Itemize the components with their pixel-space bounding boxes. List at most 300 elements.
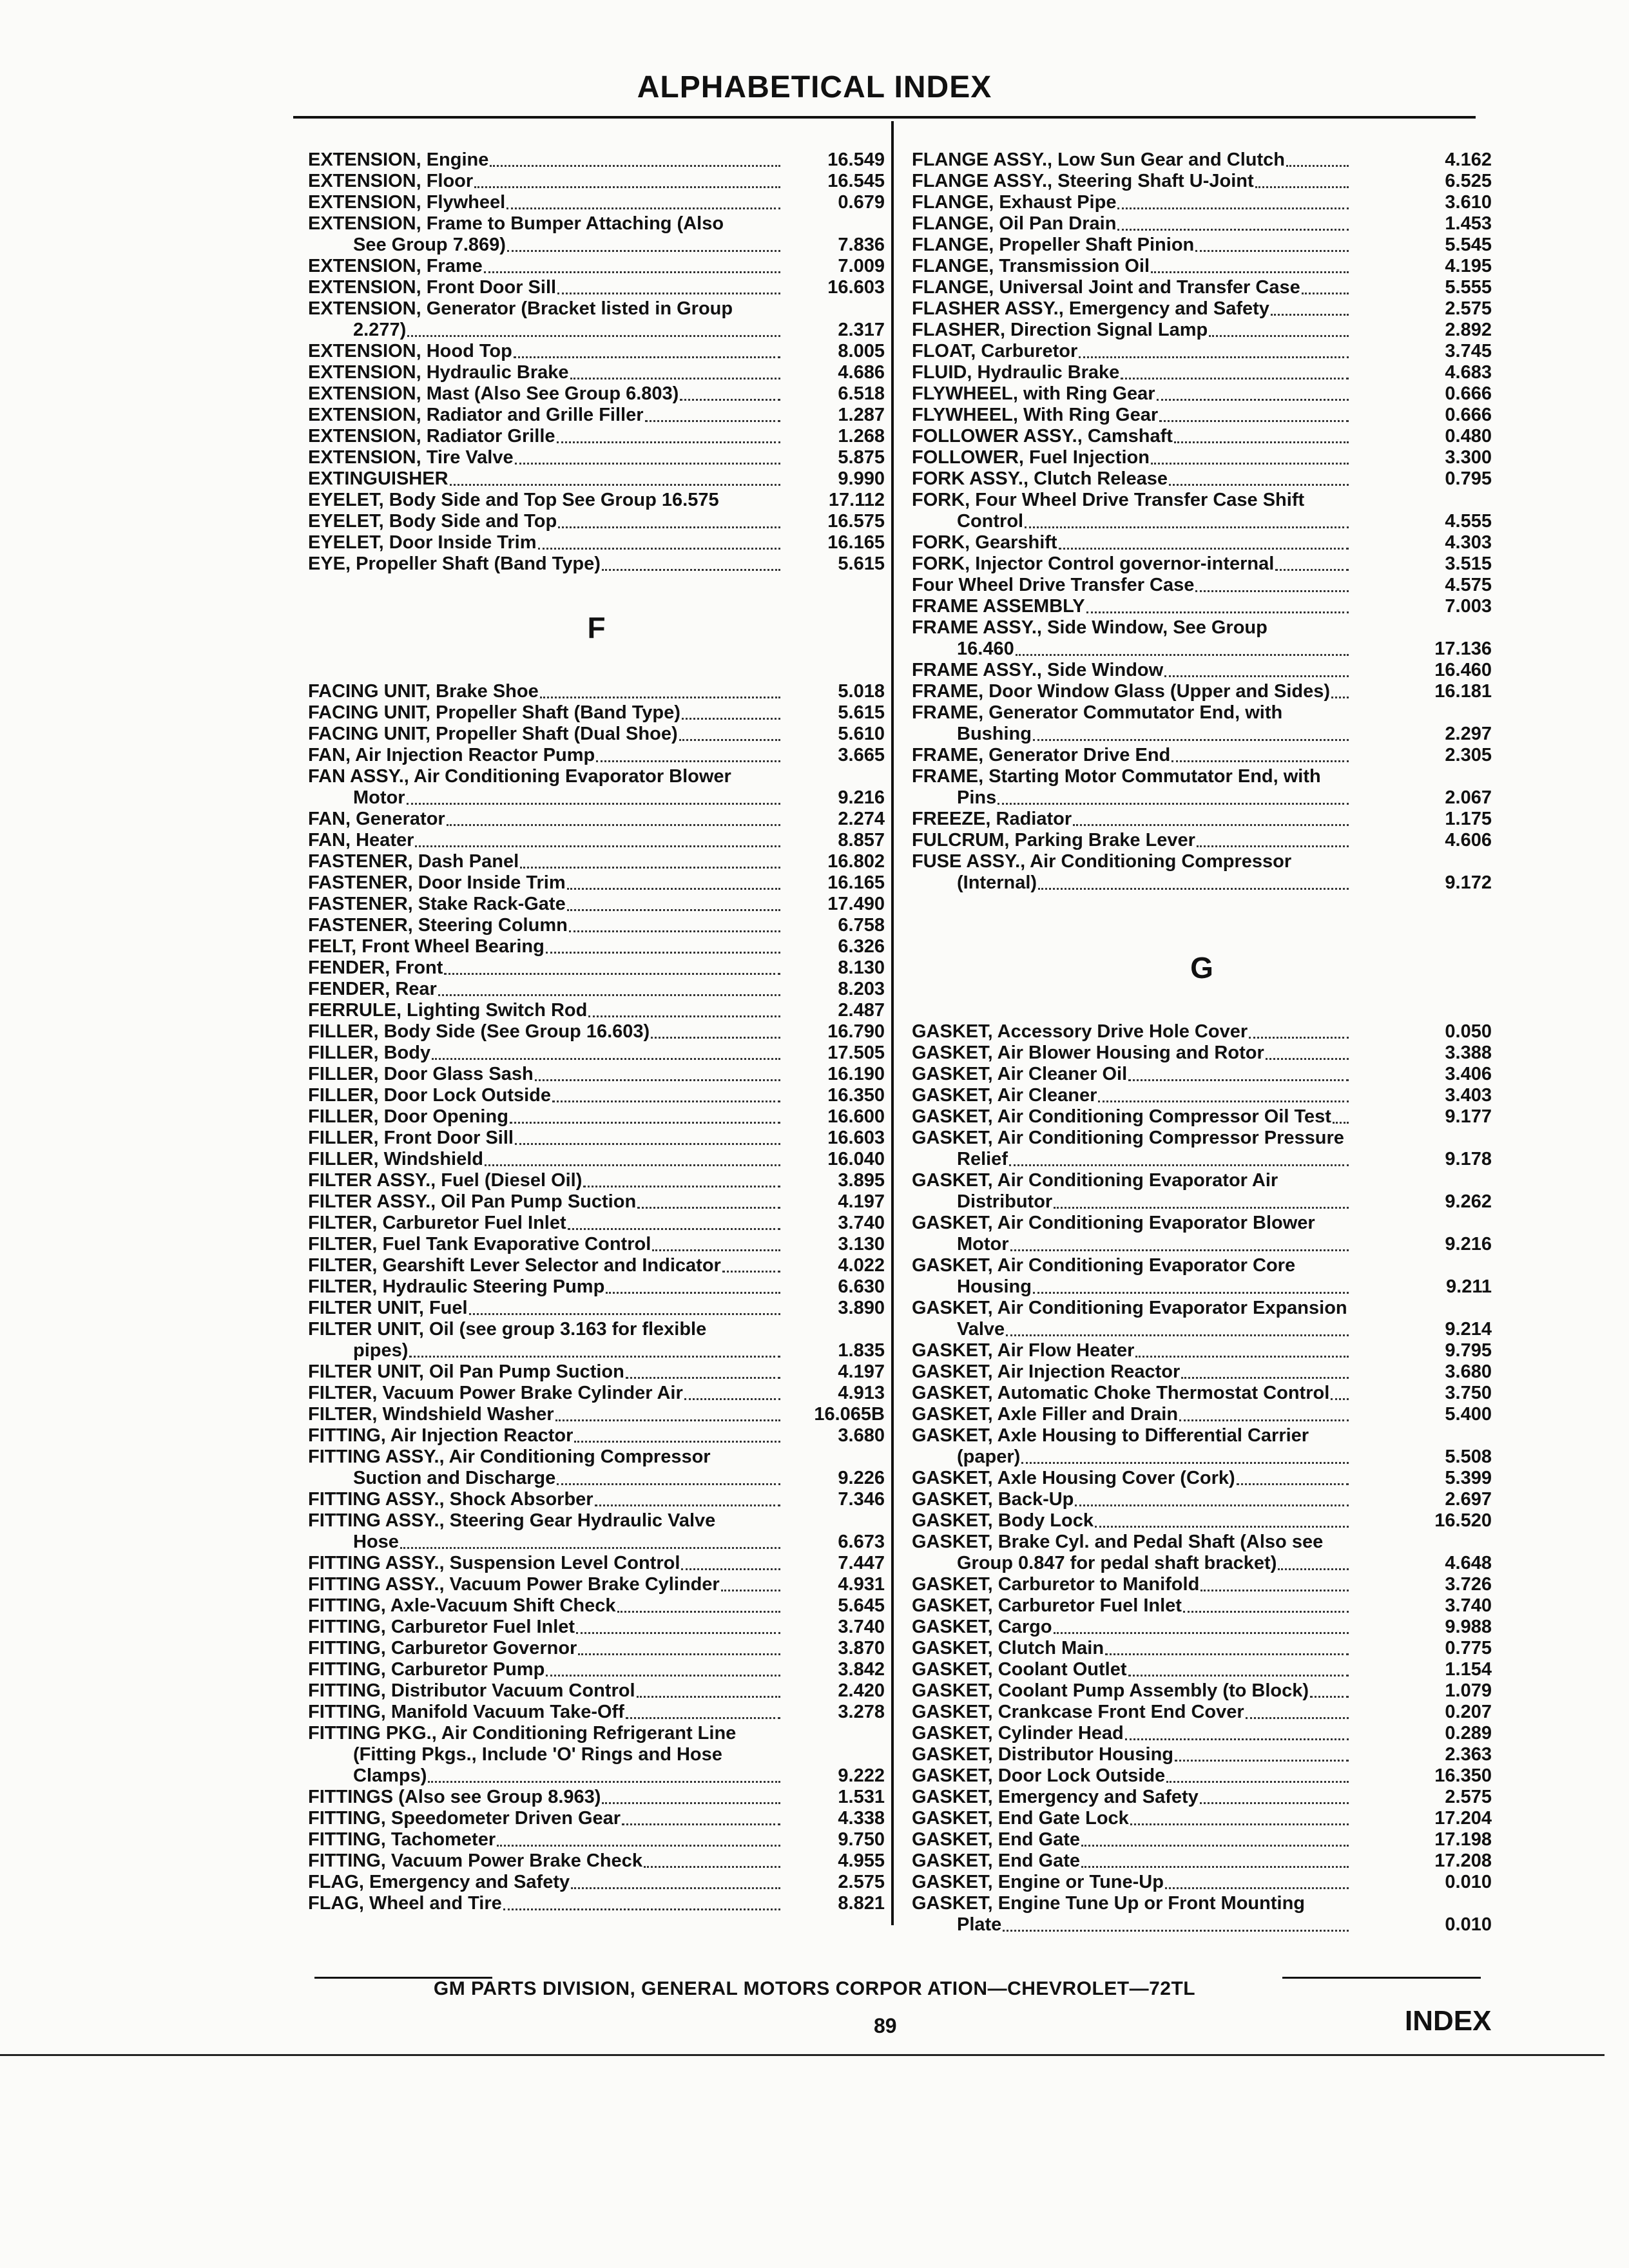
group-number: 8.821 — [838, 1893, 885, 1914]
dot-leader — [1183, 1595, 1349, 1613]
entry-name: FLASHER ASSY., Emergency and Safety — [912, 298, 1269, 319]
dot-leader — [715, 1510, 784, 1532]
index-entry — [912, 1680, 1492, 1702]
group-number: 16.802 — [827, 851, 885, 872]
index-entry — [912, 809, 1492, 830]
group-number: 8.130 — [838, 957, 885, 978]
entry-name: Motor — [957, 1234, 1009, 1254]
group-number — [784, 766, 885, 787]
index-entry — [912, 1489, 1492, 1510]
group-number: 0.679 — [838, 192, 885, 213]
dot-leader — [520, 851, 780, 869]
group-number: 3.403 — [1445, 1085, 1492, 1106]
dot-leader — [557, 277, 780, 294]
group-number: 16.165 — [827, 872, 885, 893]
dot-leader — [1315, 1213, 1353, 1234]
entry-name: FASTENER, Stake Rack-Gate — [308, 894, 566, 914]
dot-leader — [1249, 1021, 1349, 1039]
index-entry — [912, 575, 1492, 596]
index-entry — [308, 1532, 885, 1553]
group-number: 3.130 — [838, 1234, 885, 1254]
dot-leader — [485, 1149, 780, 1166]
dot-leader — [407, 787, 780, 805]
entry-name: GASKET, Air Cleaner Oil — [912, 1064, 1128, 1084]
entry-name: FRAME ASSY., Side Window — [912, 660, 1164, 680]
dot-leader — [578, 1638, 780, 1655]
group-number: 7.009 — [838, 256, 885, 276]
entry-name: FILLER, Windshield — [308, 1149, 484, 1169]
dot-leader — [645, 405, 781, 422]
dot-leader — [644, 1850, 780, 1868]
dot-leader — [1181, 1361, 1349, 1379]
index-entry — [912, 1128, 1492, 1149]
dot-leader — [567, 894, 780, 911]
group-number: 0.666 — [1445, 405, 1492, 425]
column-divider — [891, 121, 894, 1925]
dot-leader — [1171, 745, 1349, 762]
dot-leader — [576, 1617, 780, 1634]
dot-leader — [1200, 1787, 1349, 1804]
dot-leader — [1128, 1064, 1349, 1081]
group-number: 0.050 — [1445, 1021, 1492, 1042]
entry-name: GASKET, Air Conditioning Evaporator Blower — [912, 1213, 1315, 1233]
index-entry — [912, 468, 1492, 490]
index-entry — [308, 490, 885, 511]
entry-name: FILTER UNIT, Oil Pan Pump Suction — [308, 1361, 624, 1382]
group-number — [784, 1723, 885, 1744]
dot-leader — [1309, 1425, 1353, 1446]
entry-name: FILTER UNIT, Fuel — [308, 1298, 468, 1318]
dot-leader — [1033, 724, 1349, 741]
index-entry — [912, 553, 1492, 575]
index-entry — [308, 872, 885, 894]
index-entry — [308, 1553, 885, 1574]
index-entry — [308, 1361, 885, 1383]
index-entry — [912, 341, 1492, 362]
dot-leader — [1075, 1489, 1349, 1506]
index-entry — [308, 1617, 885, 1638]
dot-leader — [1166, 1765, 1349, 1783]
dot-leader — [1302, 277, 1349, 294]
dot-leader — [1009, 1149, 1349, 1166]
entry-name: FRAME, Generator Commutator End, with — [912, 702, 1283, 723]
entry-name: FLAG, Emergency and Safety — [308, 1872, 570, 1892]
dot-leader — [596, 745, 780, 762]
dot-leader — [484, 256, 780, 273]
entry-name: Housing — [957, 1276, 1032, 1297]
group-number: 5.545 — [1445, 235, 1492, 255]
section-letter: G — [1190, 951, 1213, 985]
entry-name: EXTENSION, Front Door Sill — [308, 277, 557, 298]
index-entry — [912, 766, 1492, 787]
entry-name: GASKET, Cylinder Head — [912, 1723, 1124, 1744]
index-entry — [308, 1000, 885, 1021]
group-number: 4.686 — [838, 362, 885, 383]
entry-name: FORK, Gearshift — [912, 532, 1057, 553]
entry-name: FITTING ASSY., Suspension Level Control — [308, 1553, 680, 1573]
index-entry — [912, 830, 1492, 851]
index-entry — [912, 1021, 1492, 1043]
entry-name: FUSE ASSY., Air Conditioning Compressor — [912, 851, 1292, 872]
group-number: 3.745 — [1445, 341, 1492, 361]
dot-leader — [503, 1893, 780, 1910]
dot-leader — [595, 1489, 780, 1506]
entry-name: FILLER, Body Side (See Group 16.603) — [308, 1021, 650, 1042]
group-number: 3.750 — [1445, 1383, 1492, 1403]
dot-leader — [1291, 851, 1353, 872]
entry-name: FILTER, Vacuum Power Brake Cylinder Air — [308, 1383, 683, 1403]
index-entry — [308, 192, 885, 213]
section-label: INDEX — [1405, 2005, 1492, 2037]
entry-name: FASTENER, Dash Panel — [308, 851, 519, 872]
index-entry — [308, 1064, 885, 1085]
dot-leader — [706, 1319, 784, 1340]
dot-leader — [555, 1404, 780, 1421]
group-number — [1353, 1425, 1492, 1446]
group-number: 2.363 — [1445, 1744, 1492, 1765]
group-number: 9.795 — [1445, 1340, 1492, 1361]
dot-leader — [1197, 830, 1349, 847]
index-entry — [308, 1404, 885, 1425]
group-number — [1353, 1532, 1492, 1553]
dot-leader — [719, 490, 784, 511]
group-number: 16.603 — [827, 1128, 885, 1148]
entry-name: FILTER, Windshield Washer — [308, 1404, 554, 1425]
entry-name: pipes) — [353, 1340, 409, 1361]
entry-name: GASKET, Emergency and Safety — [912, 1787, 1199, 1807]
index-entry — [308, 1893, 885, 1914]
group-number: 9.990 — [838, 468, 885, 489]
entry-name: FLYWHEEL, With Ring Gear — [912, 405, 1159, 425]
dot-leader — [1331, 1383, 1349, 1400]
entry-name: Plate — [957, 1914, 1002, 1935]
entry-name: EXTENSION, Tire Valve — [308, 447, 514, 468]
index-entry — [308, 1765, 885, 1787]
group-number: 1.175 — [1445, 809, 1492, 829]
dot-leader — [1321, 766, 1353, 787]
index-entry — [912, 1787, 1492, 1808]
dot-leader — [652, 1234, 780, 1251]
index-entry — [308, 1170, 885, 1191]
group-number: 0.480 — [1445, 426, 1492, 447]
index-entry — [912, 1255, 1492, 1276]
group-number — [1353, 1170, 1492, 1191]
group-number: 9.222 — [838, 1765, 885, 1786]
entry-name: FILTER, Fuel Tank Evaporative Control — [308, 1234, 651, 1254]
entry-name: EXTINGUISHER — [308, 468, 448, 489]
entry-name: Control — [957, 511, 1024, 532]
index-entry — [308, 1702, 885, 1723]
dot-leader — [1135, 1340, 1349, 1358]
dot-leader — [1295, 1255, 1353, 1276]
index-entry — [912, 235, 1492, 256]
dot-leader — [546, 1659, 780, 1677]
entry-name: GASKET, Carburetor to Manifold — [912, 1574, 1200, 1595]
index-entry — [912, 1319, 1492, 1340]
index-entry — [912, 362, 1492, 383]
spacer — [912, 915, 1492, 936]
entry-name: FLANGE, Exhaust Pipe — [912, 192, 1117, 213]
entry-name: GASKET, Air Cleaner — [912, 1085, 1097, 1106]
entry-name: FRAME, Starting Motor Commutator End, with — [912, 766, 1321, 787]
entry-name: GASKET, Coolant Pump Assembly (to Block) — [912, 1680, 1309, 1701]
dot-leader — [444, 957, 780, 975]
group-number: 3.726 — [1445, 1574, 1492, 1595]
entry-name: EXTENSION, Mast (Also See Group 6.803) — [308, 383, 679, 404]
dot-leader — [407, 320, 780, 337]
entry-name: GASKET, Crankcase Front End Cover — [912, 1702, 1244, 1722]
index-entry — [308, 1723, 885, 1744]
dot-leader — [651, 1021, 780, 1039]
index-entry — [308, 1234, 885, 1255]
entry-name: (paper) — [957, 1446, 1021, 1467]
index-entry — [308, 1744, 885, 1765]
index-entry — [912, 1446, 1492, 1468]
dot-leader — [588, 1000, 780, 1017]
group-number: 9.262 — [1445, 1191, 1492, 1212]
entry-name: FITTING ASSY., Vacuum Power Brake Cylinder — [308, 1574, 720, 1595]
index-entry — [308, 1872, 885, 1893]
entry-name: EXTENSION, Radiator and Grille Filler — [308, 405, 644, 425]
spacer — [308, 660, 885, 681]
entry-name: GASKET, Air Conditioning Evaporator Expansion — [912, 1298, 1347, 1318]
group-number: 16.549 — [827, 149, 885, 170]
index-entry — [912, 660, 1492, 681]
entry-name: GASKET, End Gate Lock — [912, 1808, 1129, 1829]
entry-name: GASKET, Engine Tune Up or Front Mounting — [912, 1893, 1306, 1914]
dot-leader — [1246, 1702, 1349, 1719]
index-entry — [912, 171, 1492, 192]
dot-leader — [1054, 1617, 1349, 1634]
entry-name: FILTER ASSY., Oil Pan Pump Suction — [308, 1191, 637, 1212]
group-number: 0.666 — [1445, 383, 1492, 404]
index-entry — [308, 1850, 885, 1872]
group-number: 9.177 — [1445, 1106, 1492, 1127]
group-number: 3.680 — [838, 1425, 885, 1446]
entry-name: Relief — [957, 1149, 1008, 1169]
index-entry — [308, 511, 885, 532]
group-number: 4.303 — [1445, 532, 1492, 553]
group-number: 3.842 — [838, 1659, 885, 1680]
index-entry — [912, 702, 1492, 724]
dot-leader — [400, 1532, 780, 1549]
entry-name: GASKET, Air Blower Housing and Rotor — [912, 1043, 1264, 1063]
group-number: 2.487 — [838, 1000, 885, 1021]
index-entry — [912, 490, 1492, 511]
index-entry — [912, 1170, 1492, 1191]
entry-name: FRAME ASSY., Side Window, See Group — [912, 617, 1268, 638]
entry-name: FILLER, Body — [308, 1043, 431, 1063]
group-number: 6.326 — [838, 936, 885, 957]
entry-name: EXTENSION, Hydraulic Brake — [308, 362, 569, 383]
dot-leader — [1081, 1829, 1349, 1847]
group-number: 1.453 — [1445, 213, 1492, 234]
entry-name: FAN, Generator — [308, 809, 445, 829]
group-number — [784, 1446, 885, 1468]
entry-name: FASTENER, Steering Column — [308, 915, 568, 936]
dot-leader — [1086, 596, 1349, 613]
group-number: 8.203 — [838, 979, 885, 999]
entry-name: GASKET, Engine or Tune-Up — [912, 1872, 1164, 1892]
group-number: 17.198 — [1434, 1829, 1492, 1850]
group-number — [784, 1510, 885, 1532]
dot-leader — [684, 1383, 780, 1400]
dot-leader — [450, 468, 780, 486]
group-number: 9.216 — [838, 787, 885, 808]
entry-name: Suction and Discharge — [353, 1468, 556, 1488]
entry-name: FLUID, Hydraulic Brake — [912, 362, 1120, 383]
group-number: 17.505 — [827, 1043, 885, 1063]
dot-leader — [1121, 362, 1349, 380]
group-number: 9.216 — [1445, 1234, 1492, 1254]
group-number: 9.211 — [1446, 1276, 1492, 1297]
group-number: 1.079 — [1445, 1680, 1492, 1701]
index-entry — [308, 532, 885, 553]
index-entry — [308, 1085, 885, 1106]
group-number: 1.268 — [838, 426, 885, 447]
entry-name: EYELET, Body Side and Top — [308, 511, 557, 532]
entry-name: EXTENSION, Floor — [308, 171, 474, 191]
index-entry — [912, 872, 1492, 894]
spacer — [308, 575, 885, 596]
entry-name: FAN, Heater — [308, 830, 414, 850]
entry-name: GASKET, Air Conditioning Compressor Pressure — [912, 1128, 1344, 1148]
spacer — [912, 894, 1492, 915]
spacer — [912, 1000, 1492, 1021]
group-number: 9.172 — [1445, 872, 1492, 893]
group-number: 3.665 — [838, 745, 885, 765]
dot-leader — [432, 1043, 780, 1060]
entry-name: GASKET, Body Lock — [912, 1510, 1094, 1531]
group-number: 2.297 — [1445, 724, 1492, 744]
dot-leader — [998, 787, 1349, 805]
index-entry — [308, 341, 885, 362]
index-entry — [912, 1213, 1492, 1234]
dot-leader — [1255, 171, 1349, 188]
entry-name: FACING UNIT, Brake Shoe — [308, 681, 539, 702]
dot-leader — [1117, 213, 1349, 231]
dot-leader — [1200, 1574, 1349, 1591]
dot-leader — [1175, 1744, 1349, 1762]
left-index-column — [308, 149, 885, 1914]
index-entry — [912, 851, 1492, 872]
dot-leader — [415, 830, 780, 847]
group-number: 3.300 — [1445, 447, 1492, 468]
entry-name: Group 0.847 for pedal shaft bracket) — [957, 1553, 1277, 1573]
index-entry — [912, 787, 1492, 809]
entry-name: FITTING, Air Injection Reactor — [308, 1425, 574, 1446]
footer-publisher: GM PARTS DIVISION, GENERAL MOTORS CORPOR ATION—CHEVROLET—72TL — [433, 1978, 1196, 1999]
entry-name: FAN, Air Injection Reactor Pump — [308, 745, 595, 765]
entry-name: GASKET, Axle Housing Cover (Cork) — [912, 1468, 1235, 1488]
entry-name: FILLER, Front Door Sill — [308, 1128, 514, 1148]
index-entry — [308, 787, 885, 809]
entry-name: GASKET, Door Lock Outside — [912, 1765, 1166, 1786]
index-entry — [308, 1191, 885, 1213]
group-number: 4.197 — [838, 1361, 885, 1382]
index-entry — [308, 362, 885, 383]
group-number: 16.520 — [1434, 1510, 1492, 1531]
index-entry — [308, 745, 885, 766]
index-entry — [912, 511, 1492, 532]
dot-leader — [1169, 468, 1349, 486]
group-number: 2.892 — [1445, 320, 1492, 340]
entry-name: EXTENSION, Radiator Grille — [308, 426, 555, 447]
entry-name: FILTER, Carburetor Fuel Inlet — [308, 1213, 566, 1233]
index-entry — [308, 149, 885, 171]
group-number: 3.406 — [1445, 1064, 1492, 1084]
entry-name: FELT, Front Wheel Bearing — [308, 936, 545, 957]
page-number: 89 — [874, 2014, 897, 2037]
entry-name: FITTING, Vacuum Power Brake Check — [308, 1850, 642, 1871]
group-number: 2.274 — [838, 809, 885, 829]
group-number: 17.208 — [1434, 1850, 1492, 1871]
dot-leader — [515, 1128, 780, 1145]
dot-leader — [474, 171, 780, 188]
entry-name: FLANGE, Transmission Oil — [912, 256, 1150, 276]
dot-leader — [515, 447, 780, 465]
entry-name: GASKET, Axle Filler and Drain — [912, 1404, 1179, 1425]
entry-name: 2.277) — [353, 320, 407, 340]
page-title: ALPHABETICAL INDEX — [637, 70, 992, 104]
index-entry — [912, 1532, 1492, 1553]
group-number: 2.420 — [838, 1680, 885, 1701]
entry-name: GASKET, Coolant Outlet — [912, 1659, 1127, 1680]
group-number: 5.610 — [838, 724, 885, 744]
index-entry — [308, 1149, 885, 1170]
entry-name: Bushing — [957, 724, 1032, 744]
index-entry — [308, 766, 885, 787]
entry-name: EXTENSION, Hood Top — [308, 341, 512, 361]
dot-leader — [535, 1064, 780, 1081]
group-number — [1353, 1298, 1492, 1319]
dot-leader — [711, 1446, 784, 1468]
entry-name: FENDER, Rear — [308, 979, 437, 999]
index-entry — [912, 1425, 1492, 1446]
group-number: 17.204 — [1434, 1808, 1492, 1829]
dot-leader — [1165, 1872, 1349, 1889]
entry-name: FREEZE, Radiator — [912, 809, 1072, 829]
entry-name: FERRULE, Lighting Switch Rod — [308, 1000, 588, 1021]
group-number: 0.010 — [1445, 1914, 1492, 1935]
group-number: 17.490 — [827, 894, 885, 914]
index-entry — [912, 256, 1492, 277]
group-number: 1.531 — [838, 1787, 885, 1807]
group-number: 6.758 — [838, 915, 885, 936]
index-entry — [912, 1234, 1492, 1255]
dot-leader — [1179, 1404, 1349, 1421]
entry-name: FITTING ASSY., Air Conditioning Compressor — [308, 1446, 711, 1467]
dot-leader — [558, 511, 780, 528]
dot-leader — [546, 936, 780, 954]
group-number: 17.112 — [828, 490, 885, 510]
group-number: 16.575 — [827, 511, 885, 532]
entry-name: GASKET, Air Conditioning Compressor Oil Test — [912, 1106, 1331, 1127]
group-number: 4.931 — [838, 1574, 885, 1595]
group-number: 5.555 — [1445, 277, 1492, 298]
index-entry — [912, 213, 1492, 235]
dot-leader — [1128, 1659, 1349, 1677]
dot-leader — [1347, 1298, 1353, 1319]
dot-leader — [1268, 617, 1353, 639]
index-entry — [308, 1829, 885, 1850]
dot-leader — [1164, 660, 1349, 677]
index-entry — [912, 192, 1492, 213]
group-number: 3.515 — [1445, 553, 1492, 574]
group-number: 5.399 — [1445, 1468, 1492, 1488]
dot-leader — [1286, 149, 1349, 167]
dot-leader — [606, 1276, 780, 1294]
